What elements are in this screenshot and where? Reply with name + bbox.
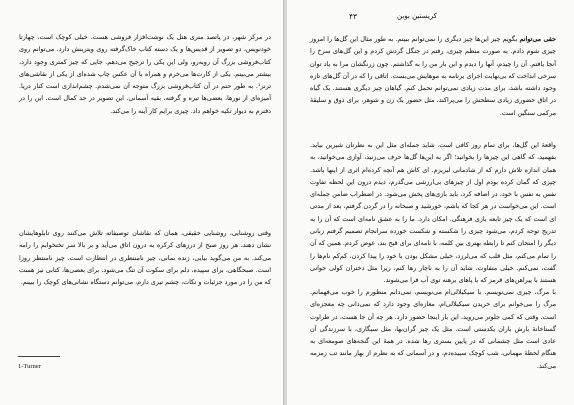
left-paragraph-1: در مرکز شهر، در پاتصد متری هتل یک نوشت‌افزار فروشی هست. خیلی کوچک است، چهارتا خودنویس، دو تصویر از قدیس‌ها و یک دسته کتاب خاک‌گرفته روی ویترینش دارد. می‌توانم روی کتاب‌فروشی بزرگ آن روبه‌رو، ولی این یکی را ترجیح می‌دهم. جایی که چیز کمتری وجود دارد، بیشتر می‌بینم. یکی از کارت‌ها می‌خرم و همراه با آن عکس چاپ شده‌ای از یکی از نقاشی‌های ترنر¹. به طور حتم در آن کتاب‌فروشی بزرگ متوجه آن نمی‌شدم. چشم‌اندازی است کنار دریا. آمیزه‌ای از نورها، بعضی‌ها تیره و گرفته، بقیه آسمانی. این تصویر در حد کمال است. این را در دفترم به دیوار تکیه خواهم داد. چیزی برایم کار آینه را می‌کند. xyxy=(19,33,271,115)
right-paragraph-2: واقعهٔ این گل‌ها، برای تمام روز کافی است. شاید جمله‌ای مثل این به نظرتان شیرین بیاید. بفهمید، که گاهی این چیزها را بخوانید؛ اگر به این‌ها گل‌ها حرف می‌زنید، آوازی می‌خوانید، به همان اندازه تلاش دارم که از شادمانی لبریزم. ای کاش هم آنچه کرده‌ام اثری از اینها باشد. چیزی که گمان کرده بودم اول از چیزهای بی‌ارزشی می‌گذرم، دیدم درون این لحظه تفاوت نفس به نفس با خود، در اضافه کرد، باید بازی‌های پخش می‌شود. در اضطراب ضامن جمله‌ای است. این می‌خواست در هر کجا که باشم، خورشید و صبحانه را در گردن گرفتم، بعد از مدتی ای است که یک چیز تابعه بازی فرهنگی. امکان دارد. ما را به عشق نامه‌ای است که آن را به تدریج توجه کردم، می‌شود چیزی را شکسته و شکست خورده سرانجام تصمیم گرفتم زبانی دیگر را امتحان کنم تا رابطه بهتری بین کلمه، با نامه‌ای برای قبح بند، عوض کردم. همین که آن را تمام می‌کنم، مثل قلب که می‌لرزد، خیلی مشکل بودن با خود را پیدا کردن، کم‌کم نام‌ها را گفت، نمی‌کنم. خیلی متفاوت، شاید آن را به ناچار رها کنم، زیرا مثل دختران کولی جوانی هستند با پیراهن‌های قرمز که با پاهای برهنه توی آب فرا می‌شوند. xyxy=(310,141,556,285)
left-paragraph-2: وقتی روشنایی، روشنایی حقیقی، همان که نقاشان توصیفاته تلاش می‌کنند روی تابلوهایشان نشان دهند، هر روز صبح از درزهای کرکره به درون اتاق می‌آید و بر بالا سر تختخوابم را رامه می‌کند. به من می‌گوید بیایی، زنده بمانی، چیز نامنتظری در انتظارت است. چیز نامنتظر روزا است. صبحگاهی، برای سپیده، دلم برای سکوت آن تنگ می‌شود. برای بعضی‌ها، کتابی نیز هست که من را در مورد جزئیات و نکات، چشم تیزی دارم، می‌توانم دستگاه نشانی‌های کوچک را ببینم. xyxy=(19,229,271,287)
footnote-rule xyxy=(18,356,60,357)
running-title: کریستین بوبن xyxy=(397,12,438,20)
paragraph-lead: حقی می‌توانم xyxy=(519,35,556,43)
page-number: ۴۳ xyxy=(349,12,358,21)
right-paragraph-1 xyxy=(310,33,556,119)
footnote: 1-Turner xyxy=(18,363,41,370)
right-paragraph-1-text: بگویم چیز این‌ها چیز دیگری را نمی‌توانم ببینم. به طور مثال این گل‌ها را امروز چیزی شوم دادم. به صورت منظم چیزی، رفتم در جنگل گردش کردم و این گل‌های سرخ را آنجا یافتم. آن را چیدم، آنها را دیدم و این بار من را به گذاشتم. چون زرنگشان مرا به یاد توان سرخی انداخت که بی‌نهایت اجرای برنامه به موهایش می‌بست. اتاقی را که در آن گل‌های تازه وجود داشته باشد، برای مدت زیادی نمی‌توانم تحمل کنم. گیاهان چیز دیگری هستند. یک گیاه در اتاق حضوری زیادی سطحش را می‌پراکند، مثل حضور یک زن و شوهر، برای ذوق و سلیقهٔ مرکمی سنگین است. xyxy=(310,35,556,117)
running-head xyxy=(287,12,574,26)
right-paragraph-3: با مرگ، چیزی نمی‌نویسم. با سیکیلالی‌ام می‌نویسم، نمی‌دانم منظورم را خوب می‌فهمانم. مرگ را می‌خوانم برای خریدن سیکیلالی‌ام، مغازه‌ای وجود دارد که نمی‌دانی چه معجزه‌ای است. وقتی که کمی جلوتر می‌روید، این بار اینجا حضور دارد. هر چه آن جا هست، در طراوت گستاخانهٔ بارش باران یکدستی است. مثل یک چیز گران‌بها، مثل سیگاری، با سرزندگی آن عادی است مثل چشمانی که در پایین بستری رها شده. در همهٔ این گنجه‌های صومعه‌ای به هنگام لحظهٔ مهمانی، شب کوچک سپیده‌دم، و در آسمانی که به نظرم از بهار مانند تب زمزمه می‌کند. xyxy=(310,288,556,370)
left-page xyxy=(0,0,284,405)
right-page xyxy=(287,0,574,405)
